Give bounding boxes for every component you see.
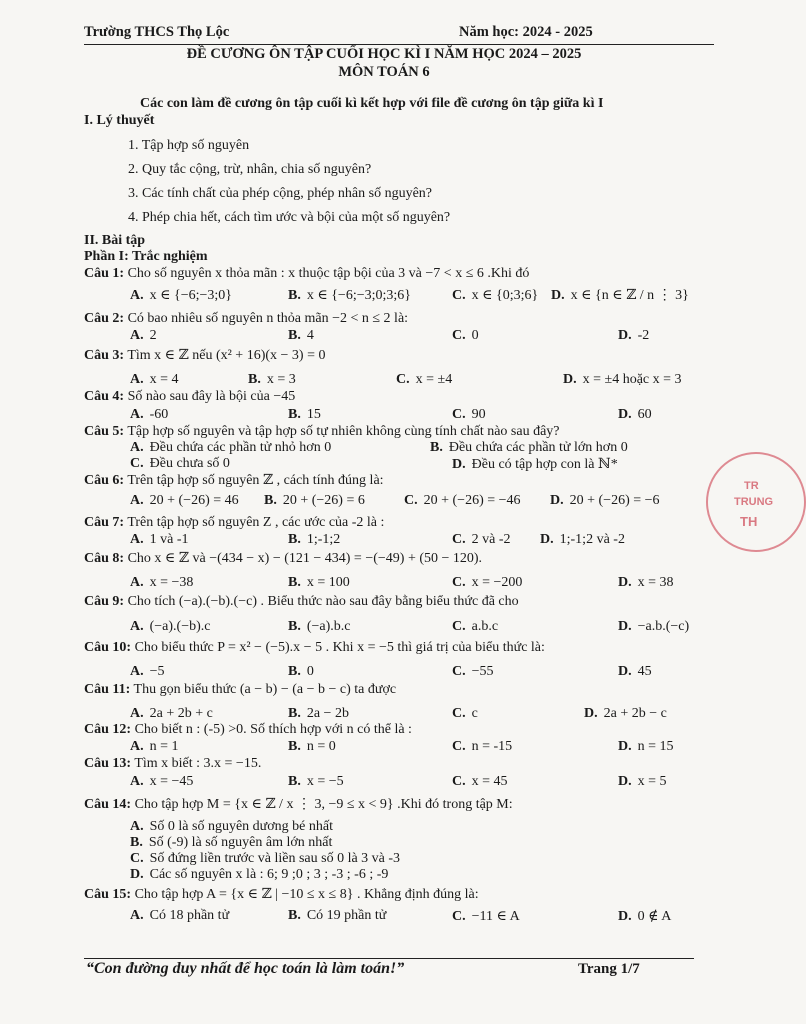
option-b: B. Đều chứa các phần tử lớn hơn 0 [430, 440, 628, 455]
option-c: C. Đều chưa số 0 [130, 456, 230, 471]
option-b: B. 20 + (−26) = 6 [264, 493, 365, 508]
option-c: C. 90 [452, 407, 486, 422]
question-label: Câu 1: [84, 266, 125, 281]
question: Câu 12: Cho biết n : (-5) >0. Số thích hợp với n có thể là : [84, 722, 412, 737]
option-a: A. x = 4 [130, 372, 179, 387]
option-a: A. 1 và -1 [130, 532, 189, 547]
question: Câu 14: Cho tập hợp M = {x ∈ ℤ / x ⋮ 3, −9 ≤ x < 9} .Khi đó trong tập M: [84, 797, 513, 812]
footer-rule [84, 958, 694, 959]
option-d: D. −a.b.(−c) [618, 619, 690, 634]
document-title: ĐỀ CƯƠNG ÔN TẬP CUỐI HỌC KÌ I NĂM HỌC 2024 – 2025 [186, 46, 582, 62]
option-a: A. (−a).(−b).c [130, 619, 211, 634]
option-d: D. Các số nguyên x là : 6; 9 ;0 ; 3 ; -3 ; -6 ; -9 [130, 867, 389, 882]
option-a: A. -60 [130, 407, 169, 422]
option-d: D. 60 [618, 407, 652, 422]
option-b: B. Số (-9) là số nguyên âm lớn nhất [130, 835, 333, 850]
option-b: B. x = 100 [288, 575, 350, 590]
exercises-heading: II. Bài tập [84, 233, 146, 248]
option-c: C. x ∈ {0;3;6} [452, 288, 539, 303]
question [84, 266, 529, 282]
theory-item: 4. Phép chia hết, cách tìm ước và bội của một số nguyên? [128, 210, 451, 225]
question: Câu 9: Cho tích (−a).(−b).(−c) . Biểu thức nào sau đây bằng biểu thức đã cho [84, 594, 519, 609]
theory-heading: I. Lý thuyết [84, 113, 155, 128]
option-c: C. Số đứng liền trước và liền sau số 0 là 3 và -3 [130, 851, 401, 866]
option-b: B. 4 [288, 328, 314, 343]
option-d: D. x = ±4 hoặc x = 3 [563, 372, 682, 387]
header-rule [84, 44, 714, 45]
option-a: A. 20 + (−26) = 46 [130, 493, 239, 508]
question: Câu 11: Thu gọn biểu thức (a − b) − (a − b − c) ta được [84, 682, 397, 697]
option-d: D. 20 + (−26) = −6 [550, 493, 660, 508]
option-a: A. 2 [130, 328, 157, 343]
school-stamp: TR TRUNG TH [706, 452, 806, 552]
option-a: A. 2a + 2b + c [130, 706, 213, 721]
question: Câu 3: Tìm x ∈ ℤ nếu (x² + 16)(x − 3) = 0 [84, 348, 326, 363]
theory-item: 2. Quy tắc cộng, trừ, nhân, chia số nguyên? [128, 162, 372, 177]
option-a: A. x = −38 [130, 575, 194, 590]
option-c: C. 2 và -2 [452, 532, 511, 547]
option-b: B. x = 3 [248, 372, 296, 387]
subject-title: MÔN TOÁN 6 [338, 64, 430, 80]
option-c: C. 0 [452, 328, 479, 343]
question-text: Cho số nguyên x thỏa mãn : x thuộc tập bội của 3 và −7 < x ≤ 6 .Khi đó [127, 266, 530, 281]
theory-item: 3. Các tính chất của phép cộng, phép nhân số nguyên? [128, 186, 433, 201]
option-c: C. −11 ∈ A [452, 909, 520, 924]
option-c: C. x = 45 [452, 774, 508, 789]
option-c: C. x = ±4 [396, 372, 453, 387]
footer-quote: “Con đường duy nhất để học toán là làm toán!” [86, 960, 405, 977]
option-a: A. n = 1 [130, 739, 179, 754]
question: Câu 5: Tập hợp số nguyên và tập hợp số tự nhiên không cùng tính chất nào sau đây? [84, 424, 560, 439]
part-heading: Phần I: Trắc nghiệm [84, 249, 208, 264]
option-b: B. (−a).b.c [288, 619, 351, 634]
option-c: C. x = −200 [452, 575, 523, 590]
question: Câu 4: Số nào sau đây là bội của −45 [84, 389, 296, 404]
option-d: D. 1;-1;2 và -2 [540, 532, 625, 547]
option-c: C. c [452, 706, 478, 721]
option-b: B. 0 [288, 664, 314, 679]
question: Câu 10: Cho biểu thức P = x² − (−5).x − 5 . Khi x = −5 thì giá trị của biểu thức là: [84, 640, 545, 655]
option-d: D. 0 ∉ A [618, 909, 672, 924]
school-name: Trường THCS Thọ Lộc [84, 24, 230, 40]
option-c: C. 20 + (−26) = −46 [404, 493, 521, 508]
option-d: D. x ∈ {n ∈ ℤ / n ⋮ 3} [551, 288, 689, 303]
option-b: B. x = −5 [288, 774, 344, 789]
option-a: A. Số 0 là số nguyên dương bé nhất [130, 819, 333, 834]
question: Câu 13: Tìm x biết : 3.x = −15. [84, 756, 262, 771]
option-b: B. 1;-1;2 [288, 532, 341, 547]
option-c: C. a.b.c [452, 619, 499, 634]
theory-item: 1. Tập hợp số nguyên [128, 138, 250, 153]
option-d: D. x = 5 [618, 774, 667, 789]
question: Câu 6: Trên tập hợp số nguyên ℤ , cách tính đúng là: [84, 473, 384, 488]
option-a: A. x = −45 [130, 774, 194, 789]
option-a: A. Có 18 phần tử [130, 908, 230, 923]
option-a: A. Đều chứa các phần tử nhỏ hơn 0 [130, 440, 332, 455]
option-b: B. Có 19 phần tử [288, 908, 387, 923]
option-d: D. x = 38 [618, 575, 674, 590]
option-c: C. n = -15 [452, 739, 513, 754]
option-d: D. 45 [618, 664, 652, 679]
school-year: Năm học: 2024 - 2025 [459, 24, 593, 40]
option-b: B. x ∈ {−6;−3;0;3;6} [288, 288, 411, 303]
option-c: C. −55 [452, 664, 494, 679]
option-d: D. n = 15 [618, 739, 674, 754]
option-b: B. 15 [288, 407, 321, 422]
question: Câu 8: Cho x ∈ ℤ và −(434 − x) − (121 − 434) = −(−49) + (50 − 120). [84, 551, 483, 566]
option-d: D. -2 [618, 328, 650, 343]
page-number: Trang 1/7 [578, 961, 640, 977]
option-a: A. x ∈ {−6;−3;0} [130, 288, 232, 303]
instruction-text: Các con làm đề cương ôn tập cuối kì kết hợp với file đề cương ôn tập giữa kì I [140, 96, 604, 111]
option-b: B. n = 0 [288, 739, 336, 754]
option-b: B. 2a − 2b [288, 706, 349, 721]
question: Câu 7: Trên tập hợp số nguyên Z , các ước của -2 là : [84, 515, 385, 530]
option-d: D. Đều có tập hợp con là ℕ* [452, 457, 618, 472]
option-d: D. 2a + 2b − c [584, 706, 667, 721]
question: Câu 2: Có bao nhiêu số nguyên n thỏa mãn −2 < n ≤ 2 là: [84, 311, 409, 326]
option-a: A. −5 [130, 664, 165, 679]
question: Câu 15: Cho tập hợp A = {x ∈ ℤ | −10 ≤ x ≤ 8} . Khẳng định đúng là: [84, 887, 479, 902]
